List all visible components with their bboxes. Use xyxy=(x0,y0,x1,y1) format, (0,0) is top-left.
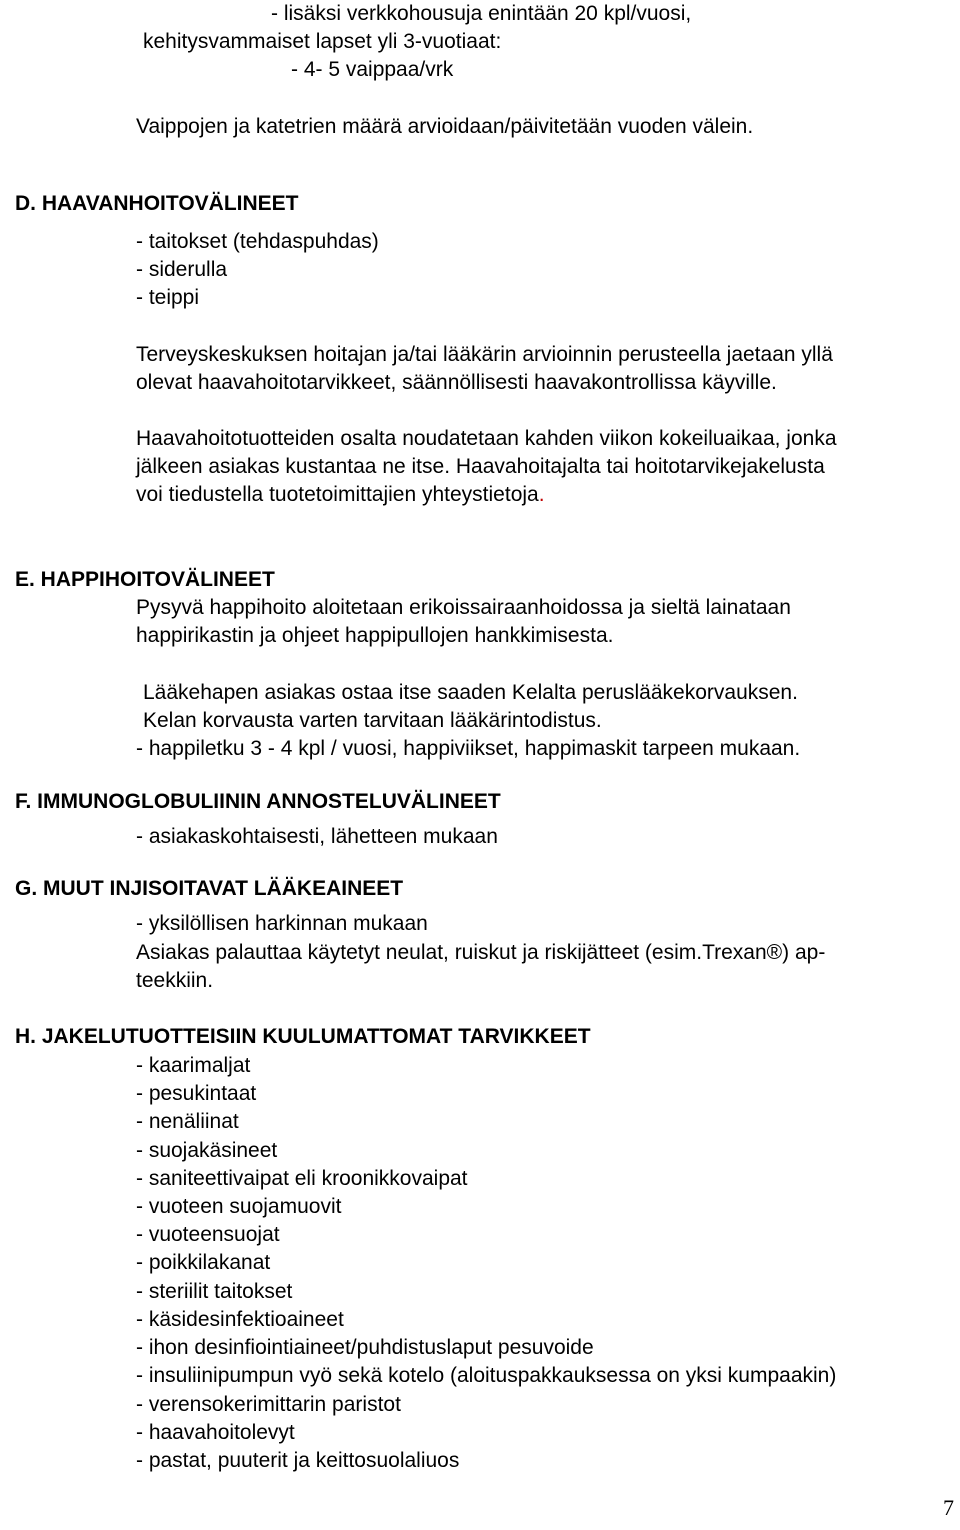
section-h-item: - käsidesinfektioaineet xyxy=(136,1308,344,1331)
intro-line-1: - lisäksi verkkohousuja enintään 20 kpl/vuosi, xyxy=(271,2,692,25)
section-h-item: - vuoteen suojamuovit xyxy=(136,1195,342,1218)
section-d-para2-line: jälkeen asiakas kustantaa ne itse. Haavahoitajalta tai hoitotarvikejakelusta xyxy=(136,455,825,478)
section-d-para1-line: olevat haavahoitotarvikkeet, säännöllisesti haavakontrollissa käyville. xyxy=(136,371,777,394)
page-number: 7 xyxy=(943,1495,954,1520)
section-e-para1-line: Pysyvä happihoito aloitetaan erikoissairaanhoidossa ja sieltä lainataan xyxy=(136,596,791,619)
section-h-item: - steriilit taitokset xyxy=(136,1280,293,1303)
section-f-heading: F. IMMUNOGLOBULIININ ANNOSTELUVÄLINEET xyxy=(15,790,501,813)
section-h-item: - verensokerimittarin paristot xyxy=(136,1393,401,1416)
section-h-item: - nenäliinat xyxy=(136,1110,239,1133)
section-g-line: teekkiin. xyxy=(136,969,214,992)
section-e-para2-line: Kelan korvausta varten tarvitaan lääkärintodistus. xyxy=(143,709,602,732)
section-e-heading: E. HAPPIHOITOVÄLINEET xyxy=(15,568,275,591)
section-h-item: - kaarimaljat xyxy=(136,1054,251,1077)
section-h-item: - pastat, puuterit ja keittosuolaliuos xyxy=(136,1449,460,1472)
section-d-item: - siderulla xyxy=(136,258,228,281)
section-d-para2-line: Haavahoitotuotteiden osalta noudatetaan kahden viikon kokeiluaikaa, jonka xyxy=(136,427,837,450)
section-h-item: - ihon desinfiointiaineet/puhdistuslaput pesuvoide xyxy=(136,1336,594,1359)
section-h-heading: H. JAKELUTUOTTEISIIN KUULUMATTOMAT TARVIKKEET xyxy=(15,1025,591,1048)
section-h-item: - insuliinipumpun vyö sekä kotelo (aloituspakkauksessa on yksi kumpaakin) xyxy=(136,1364,837,1387)
section-d-item: - teippi xyxy=(136,286,200,309)
section-h-item: - suojakäsineet xyxy=(136,1139,278,1162)
section-h-item: - haavahoitolevyt xyxy=(136,1421,295,1444)
intro-line-4: Vaippojen ja katetrien määrä arvioidaan/päivitetään vuoden välein. xyxy=(136,115,754,138)
intro-line-3: - 4- 5 vaippaa/vrk xyxy=(291,58,454,81)
section-g-heading: G. MUUT INJISOITAVAT LÄÄKEAINEET xyxy=(15,877,404,900)
section-d-item: - taitokset (tehdaspuhdas) xyxy=(136,230,379,253)
section-d-para2-period: . xyxy=(538,483,545,506)
section-h-item: - saniteettivaipat eli kroonikkovaipat xyxy=(136,1167,468,1190)
section-d-para2-text: voi tiedustella tuotetoimittajien yhteystietoja xyxy=(136,483,539,506)
section-g-line: Asiakas palauttaa käytetyt neulat, ruiskut ja riskijätteet (esim.Trexan®) ap- xyxy=(136,941,826,964)
intro-line-2: kehitysvammaiset lapset yli 3-vuotiaat: xyxy=(143,30,502,53)
section-g-line: - yksilöllisen harkinnan mukaan xyxy=(136,912,428,935)
section-e-para2-line: Lääkehapen asiakas ostaa itse saaden Kelalta peruslääkekorvauksen. xyxy=(143,681,798,704)
section-d-heading: D. HAAVANHOITOVÄLINEET xyxy=(15,192,299,215)
section-h-item: - poikkilakanat xyxy=(136,1251,271,1274)
section-e-para2-line: - happiletku 3 - 4 kpl / vuosi, happiviikset, happimaskit tarpeen mukaan. xyxy=(136,737,801,760)
section-h-item: - pesukintaat xyxy=(136,1082,257,1105)
section-h-item: - vuoteensuojat xyxy=(136,1223,280,1246)
section-d-para2-line xyxy=(136,481,545,509)
section-f-item: - asiakaskohtaisesti, lähetteen mukaan xyxy=(136,825,498,848)
section-d-para1-line: Terveyskeskuksen hoitajan ja/tai lääkärin arvioinnin perusteella jaetaan yllä xyxy=(136,343,833,366)
section-e-para1-line: happirikastin ja ohjeet happipullojen hankkimisesta. xyxy=(136,624,614,647)
